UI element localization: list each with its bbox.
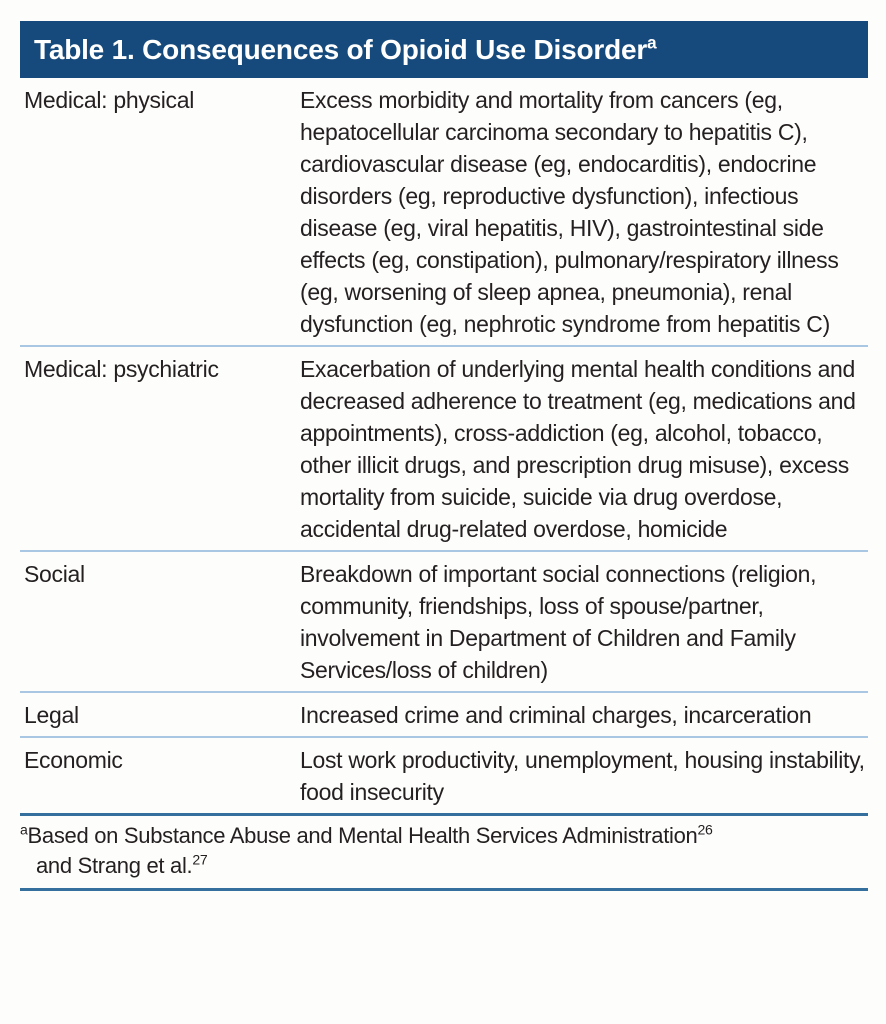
- table-body: [20, 78, 868, 813]
- table-bottom-rule: [20, 888, 868, 891]
- row-label: Legal: [24, 702, 79, 728]
- footnote-reference-26: 26: [697, 821, 713, 838]
- table-row-legal: [20, 693, 868, 738]
- footnote-text-2: and Strang et al.: [36, 853, 193, 878]
- table-row-medical-psychiatric: [20, 347, 868, 552]
- row-content: Increased crime and criminal charges, incarceration: [300, 702, 812, 728]
- row-content: Lost work productivity, unemployment, housing instability, food insecurity: [300, 747, 865, 805]
- footnote-reference-27: 27: [192, 851, 208, 868]
- table-footnote: [20, 816, 868, 888]
- row-content: Breakdown of important social connections (religion, community, friendships, loss of spouse/partner, involvement in Department of Children and Family Services/loss of children): [300, 561, 817, 683]
- table-title-footnote-marker: a: [647, 32, 657, 53]
- table-row-economic: [20, 738, 868, 813]
- row-label: Social: [24, 561, 85, 587]
- table-row-medical-physical: [20, 78, 868, 347]
- row-content: Exacerbation of underlying mental health conditions and decreased adherence to treatment (eg, medications and appointments), cross-addiction (eg, alcohol, tobacco, other illicit drugs, and prescription drug misuse), excess mortality from suicide, suicide via drug overdose, accidental drug-related overdose, homicide: [300, 356, 856, 542]
- footnote-line-1: [20, 821, 868, 851]
- table-header-bar: [20, 21, 868, 78]
- table-title-text: Table 1. Consequences of Opioid Use Disorder: [34, 33, 648, 65]
- row-content: Excess morbidity and mortality from cancers (eg, hepatocellular carcinoma secondary to hepatitis C), cardiovascular disease (eg, endocarditis), endocrine disorders (eg, reproductive dysfunction), infectious disease (eg, viral hepatitis, HIV), gastrointestinal side effects (eg, constipation), pulmonary/respiratory illness (eg, worsening of sleep apnea, pneumonia), renal dysfunction (eg, nephrotic syndrome from hepatitis C): [300, 87, 839, 337]
- table-title: [34, 34, 657, 66]
- footnote-text-1: Based on Substance Abuse and Mental Health Services Administration: [27, 823, 698, 848]
- row-label: Medical: physical: [24, 87, 195, 113]
- row-label: Medical: psychiatric: [24, 356, 219, 382]
- row-label: Economic: [24, 747, 123, 773]
- footnote-marker: a: [20, 821, 28, 838]
- footnote-line-2: [20, 851, 868, 881]
- table-row-social: [20, 552, 868, 693]
